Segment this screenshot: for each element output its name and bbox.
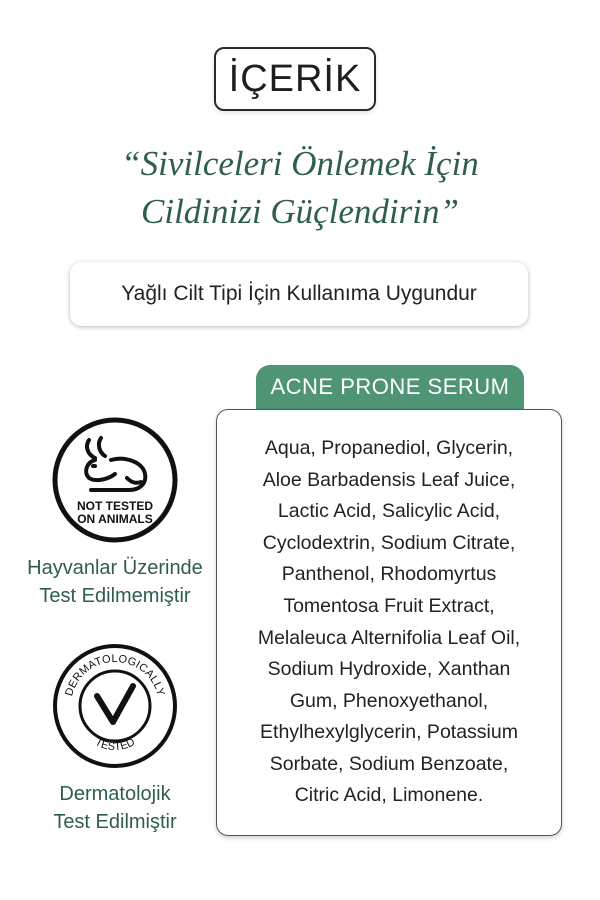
seal-text-line-2: ON ANIMALS: [77, 512, 153, 526]
ingredient-line: Melaleuca Alternifolia Leaf Oil,: [257, 626, 521, 649]
animals-caption-line-1: Hayvanlar Üzerinde: [27, 557, 203, 579]
ingredients-box: [216, 409, 562, 836]
tagline-line-2: Cildinizi Güçlendirin”: [141, 192, 459, 231]
ingredient-line: Lactic Acid, Salicylic Acid,: [277, 500, 501, 523]
ingredients-list: [224, 433, 554, 812]
rabbit-icon: [86, 438, 145, 490]
seal-arc-top-text: DERMATOLOGICALLY: [63, 652, 167, 698]
checkmark-icon: [97, 686, 133, 722]
ingredient-line: Cyclodextrin, Sodium Citrate,: [262, 531, 516, 554]
ingredient-line: Aloe Barbadensis Leaf Juice,: [262, 468, 516, 491]
product-name-tab: [256, 365, 524, 409]
ingredient-line: Ethylhexylglycerin, Potassium: [260, 721, 518, 744]
page-title: [214, 47, 376, 111]
animals-caption-line-2: Test Edilmemiştir: [39, 585, 191, 607]
ingredient-line: Aqua, Propanediol, Glycerin,: [264, 436, 514, 459]
product-name: ACNE PRONE SERUM: [270, 374, 510, 399]
tagline-quote: [0, 140, 600, 236]
derma-caption-line-1: Dermatolojik: [59, 783, 171, 805]
ingredient-line: Sodium Hydroxide, Xanthan: [267, 658, 511, 681]
skin-type-text: Yağlı Cilt Tipi İçin Kullanıma Uygundur: [121, 282, 477, 305]
ingredient-line: Panthenol, Rhodomyrtus: [281, 563, 497, 586]
derma-caption-line-2: Test Edilmiştir: [53, 811, 177, 833]
skin-type-note: [70, 262, 528, 326]
svg-text:TESTED: [93, 736, 137, 753]
dermatology-seal-icon: [51, 642, 179, 770]
animals-caption: [20, 554, 210, 610]
rabbit-seal-icon: [51, 416, 179, 544]
seal-arc-bottom-text: TESTED: [92, 736, 138, 754]
ingredient-line: Gum, Phenoxyethanol,: [289, 689, 489, 712]
page-title-text: İÇERİK: [228, 57, 362, 100]
ingredient-line: Citric Acid, Limonene.: [294, 784, 484, 807]
not-tested-on-animals-badge: [20, 416, 210, 610]
tagline-line-1: “Sivilceleri Önlemek İçin: [121, 144, 479, 183]
ingredient-line: Sorbate, Sodium Benzoate,: [269, 752, 509, 775]
ingredient-line: Tomentosa Fruit Extract,: [283, 594, 495, 617]
dermatologically-tested-badge: [20, 642, 210, 836]
derma-caption: [20, 780, 210, 836]
seal-text-line-1: NOT TESTED: [76, 499, 154, 513]
